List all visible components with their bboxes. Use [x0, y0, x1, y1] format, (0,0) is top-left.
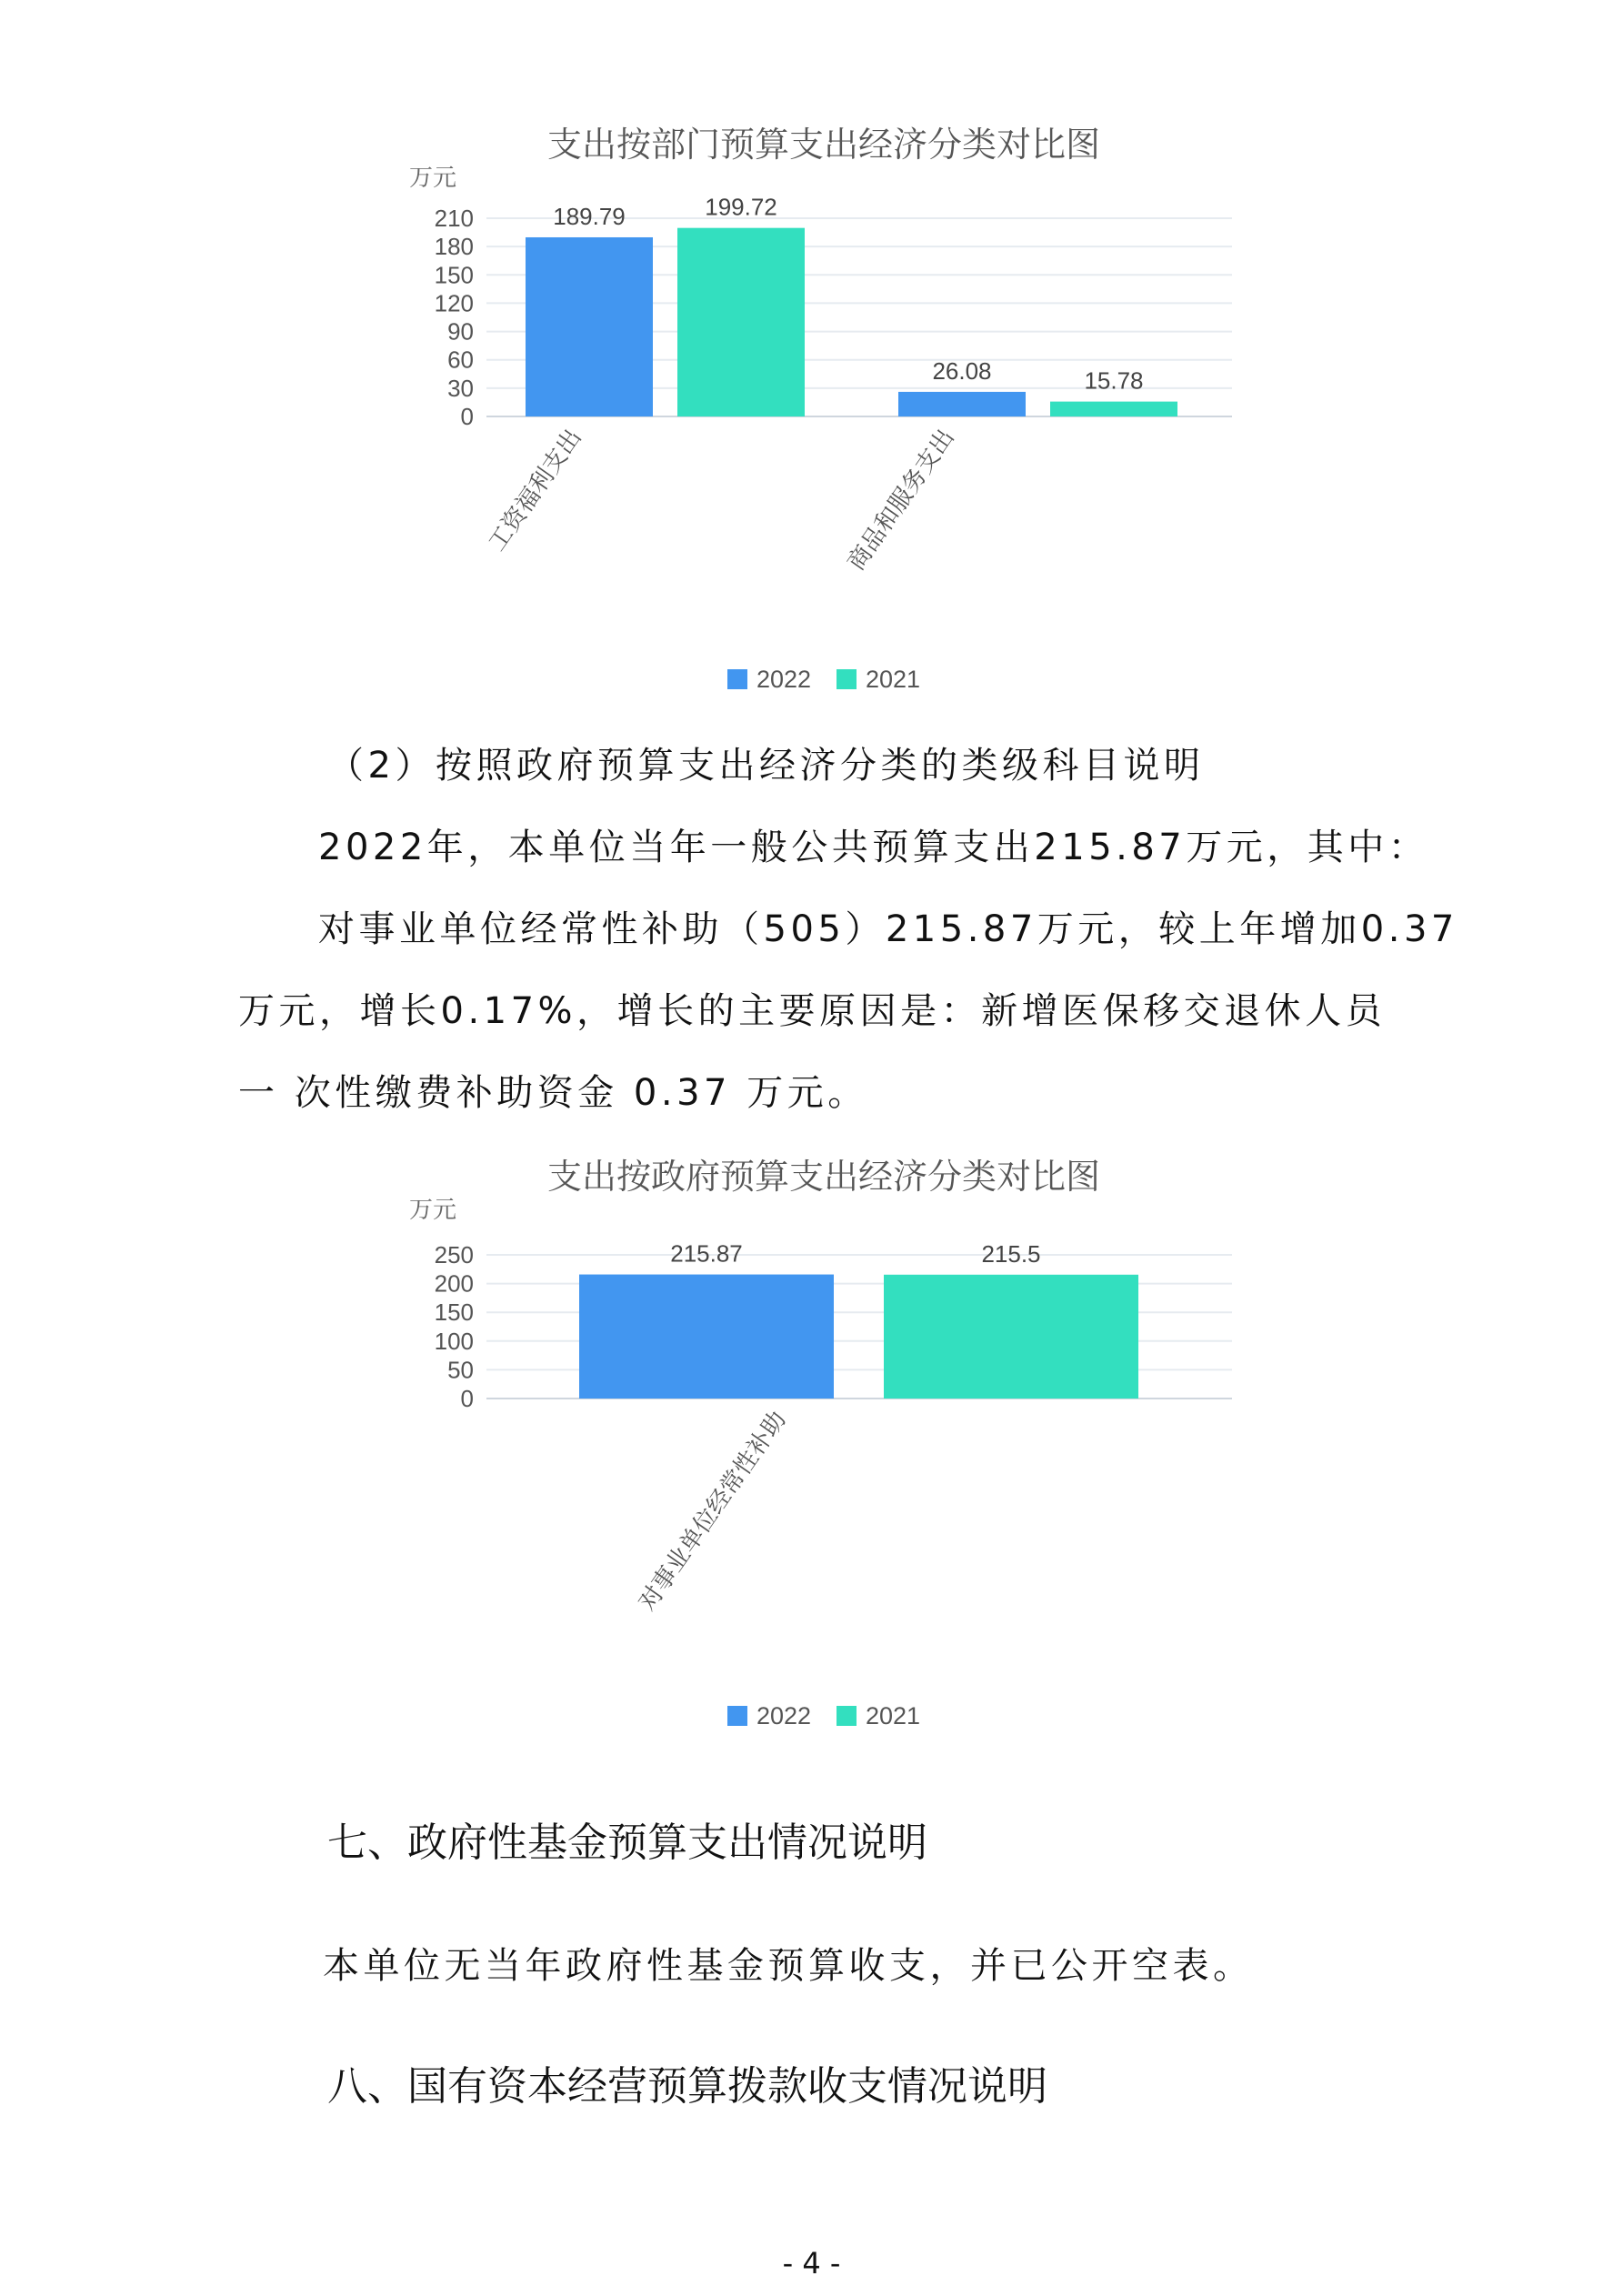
y-axis-unit: 万元 — [408, 1197, 457, 1224]
y-tick-label: 90 — [447, 317, 474, 346]
paragraph-fund-budget: 本单位无当年政府性基金预算收支，并已公开空表。 — [323, 1945, 1254, 1987]
y-tick-label: 0 — [460, 1385, 474, 1412]
bar-chart-1 — [0, 0, 1623, 718]
paragraph-subtitle: （2）按照政府预算支出经济分类的类级科目说明 — [327, 745, 1205, 787]
legend-swatch — [727, 1706, 747, 1726]
y-tick-label: 30 — [447, 374, 474, 402]
bar — [1050, 402, 1177, 416]
data-label: 215.5 — [981, 1239, 1041, 1268]
chart-government-expenditure — [0, 1128, 1623, 1746]
section-heading-7: 七、政府性基金预算支出情况说明 — [327, 1820, 927, 1866]
chart-title: 支出按部门预算支出经济分类对比图 — [546, 125, 1101, 165]
y-tick-label: 210 — [434, 205, 474, 232]
y-tick-label: 60 — [447, 346, 474, 374]
section-heading-8: 八、国有资本经营预算拨款收支情况说明 — [327, 2063, 1047, 2110]
chart-title: 支出按政府预算支出经济分类对比图 — [546, 1157, 1101, 1197]
paragraph-total: 2022年，本单位当年一般公共预算支出215.87万元，其中： — [318, 827, 1429, 868]
paragraph-detail-line2: 万元，增长0.17%，增长的主要原因是：新增医保移交退休人员 — [238, 990, 1387, 1032]
x-category-label: 对事业单位经常性补助 — [634, 1406, 792, 1617]
legend-swatch — [837, 669, 857, 689]
y-tick-label: 200 — [434, 1269, 474, 1298]
y-tick-label: 50 — [447, 1356, 474, 1384]
x-category-label: 商品和服务支出 — [842, 424, 960, 577]
page-number: - 4 - — [782, 2246, 841, 2281]
y-tick-label: 180 — [434, 233, 474, 261]
legend-label: 2022 — [756, 666, 812, 693]
data-label: 189.79 — [553, 202, 626, 230]
y-tick-label: 0 — [460, 403, 474, 430]
bar — [898, 392, 1026, 416]
legend-label: 2021 — [866, 1702, 921, 1730]
bar — [579, 1275, 834, 1399]
y-tick-label: 100 — [434, 1327, 474, 1355]
data-label: 15.78 — [1084, 366, 1144, 395]
y-axis-unit: 万元 — [408, 165, 457, 192]
legend — [727, 666, 920, 693]
bar-chart-2 — [0, 1128, 1623, 1746]
y-tick-label: 150 — [434, 261, 474, 289]
legend-swatch — [727, 669, 747, 689]
paragraph-detail-line3: 一 次性缴费补助资金 0.37 万元。 — [238, 1072, 868, 1114]
chart-department-expenditure — [0, 0, 1623, 718]
y-tick-label: 150 — [434, 1298, 474, 1327]
y-tick-label: 120 — [434, 289, 474, 317]
bar — [884, 1275, 1138, 1399]
x-category-label: 工资福利支出 — [483, 424, 587, 556]
legend-swatch — [837, 1706, 857, 1726]
data-label: 199.72 — [705, 193, 777, 221]
data-label: 215.87 — [670, 1239, 743, 1268]
legend — [727, 1702, 920, 1730]
data-label: 26.08 — [932, 356, 992, 385]
bar — [677, 228, 805, 416]
bar — [526, 237, 653, 416]
paragraph-detail-line1: 对事业单位经常性补助（505）215.87万元，较上年增加0.37 — [318, 908, 1458, 950]
legend-label: 2022 — [756, 1702, 812, 1730]
legend-label: 2021 — [866, 666, 921, 693]
y-tick-label: 250 — [434, 1241, 474, 1268]
